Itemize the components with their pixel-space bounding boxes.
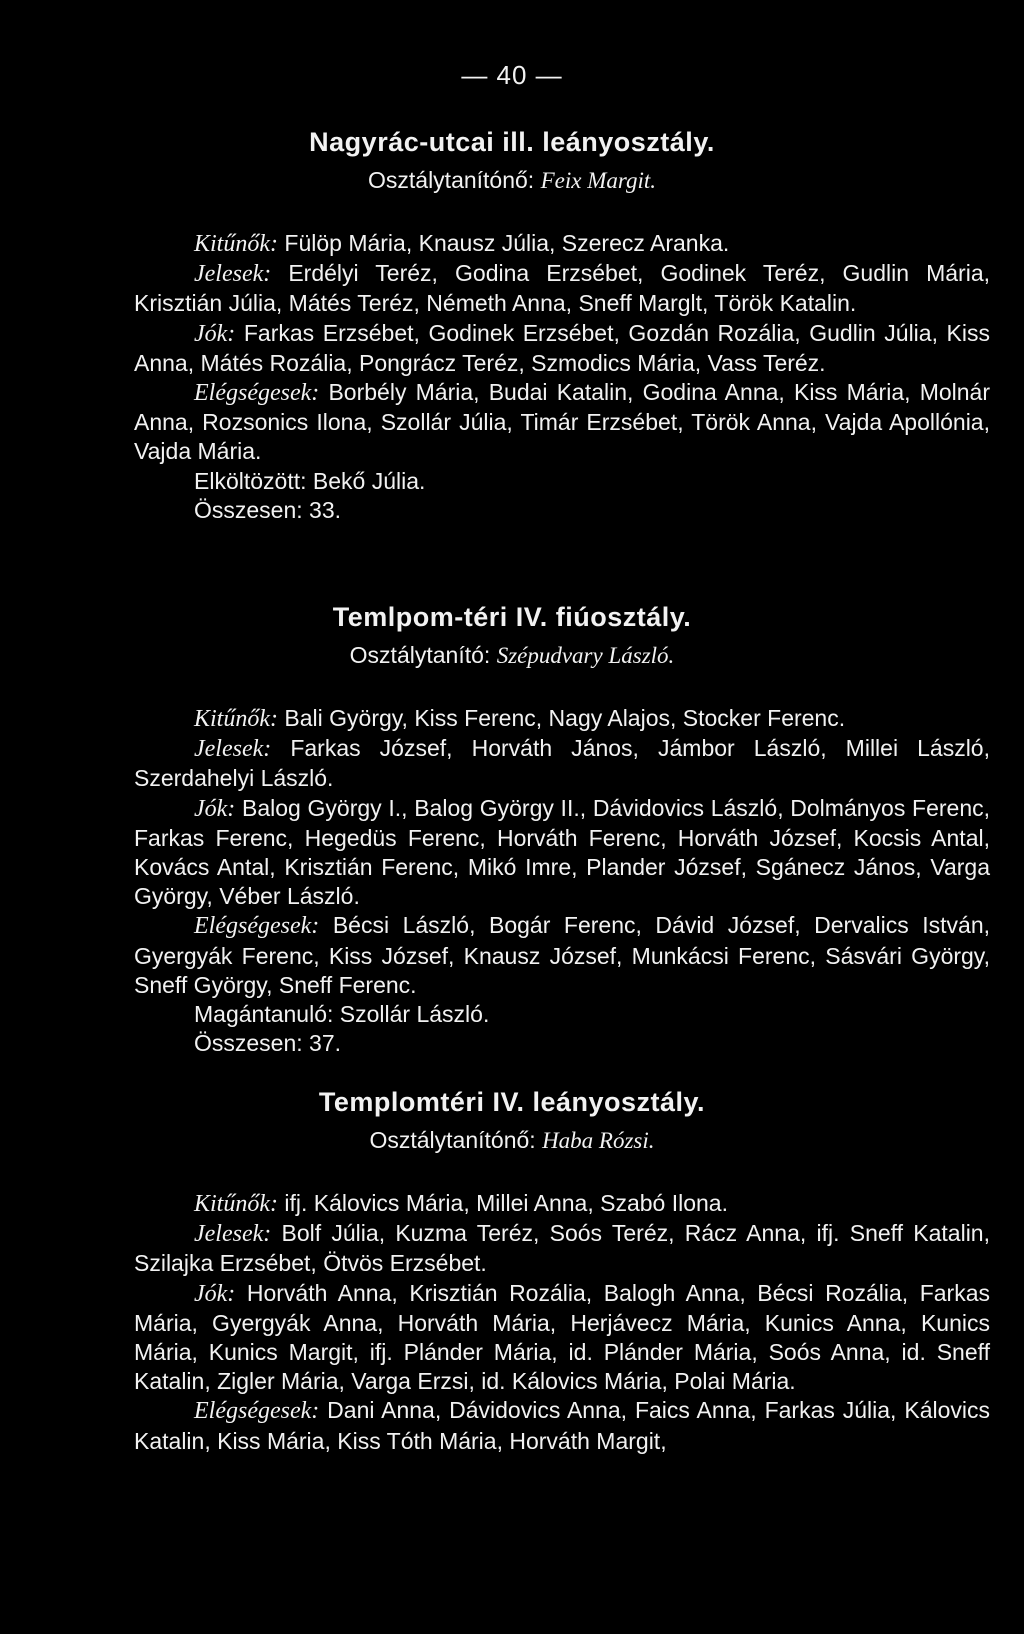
teacher-label: Osztálytanító: [349, 642, 491, 668]
paragraph-sufficient: Elégségesek: Bécsi László, Bogár Ferenc, Dávid József, Dervalics István, Gyergyák Ferenc, Kiss József, Knausz József, Munkácsi Ferenc, Sásvári György, Sneff György, Sneff Ferenc. [134, 912, 991, 998]
paragraph-very-good: Jelesek: Erdélyi Teréz, Godina Erzsébet, Godinek Teréz, Gudlin Mária, Krisztián Júlia, Mátés Teréz, Németh Anna, Sneff Marglt, Török Katalin. [134, 260, 990, 317]
teacher-label: Osztálytanítónő: [369, 1127, 536, 1153]
class-section-1 [0, 122, 1024, 525]
moved-away-line: Elköltözött: Bekő Júlia. [194, 467, 426, 494]
paragraph-good: Jók: Farkas Erzsébet, Godinek Erzsébet, Gozdán Rozália, Gudlin Júlia, Kiss Anna, Mátés Rozália, Pongrácz Teréz, Szmodics Mária, Vass Teréz. [134, 319, 990, 376]
paragraph-very-good: Jelesek: Bolf Júlia, Kuzma Teréz, Soós Teréz, Rácz Anna, ifj. Sneff Katalin, Szilajka Erzsébet, Ötvös Erzsébet. [134, 1220, 990, 1277]
total-line: Összesen: 37. [194, 1030, 342, 1057]
teacher-name: Szépudvary László. [496, 643, 675, 668]
paragraph-sufficient: Elégségesek: Borbély Mária, Budai Katalin, Godina Anna, Kiss Mária, Molnár Anna, Rozsonics Ilona, Szollár Júlia, Timár Erzsébet, Török Anna, Vajda Apollónia, Vajda Mária. [134, 379, 990, 465]
paragraph-good: Jók: Horváth Anna, Krisztián Rozália, Balogh Anna, Bécsi Rozália, Farkas Mária, Gyergyák Anna, Horváth Mária, Herjávecz Mária, Kunics Anna, Kunics Mária, Kunics Margit, ifj. Plánder Mária, id. Plánder Mária, Soós Anna, id. Sneff Katalin, Zigler Mária, Varga Erzsi, id. Kálovics Mária, Polai Mária. [134, 1279, 991, 1395]
total-line: Összesen: 33. [194, 496, 342, 523]
section-body [134, 229, 990, 525]
paragraph-excellent: Kitűnők: Bali György, Kiss Ferenc, Nagy Alajos, Stocker Ferenc. [194, 705, 846, 732]
private-student-line: Magántanuló: Szollár László. [194, 1001, 490, 1028]
paragraph-excellent: Kitűnők: ifj. Kálovics Mária, Millei Anna, Szabó Ilona. [194, 1190, 728, 1217]
teacher-line [0, 1122, 1024, 1159]
section-title: Nagyrác-utcai ill. leányosztály. [309, 127, 715, 157]
teacher-name: Haba Rózsi. [542, 1128, 655, 1153]
paragraph-good: Jók: Balog György I., Balog György II., Dávidovics László, Dolmányos Ferenc, Farkas Ferenc, Hegedüs Ferenc, Horváth Ferenc, Horváth József, Kocsis Antal, Kovács Antal, Krisztián Ferenc, Mikó Imre, Plander József, Sgánecz János, Varga György, Véber László. [134, 794, 990, 910]
paragraph-excellent: Kitűnők: Fülöp Mária, Knausz Júlia, Szerecz Aranka. [194, 230, 730, 257]
paragraph-sufficient: Elégségesek: Dani Anna, Dávidovics Anna, Faics Anna, Farkas Júlia, Kálovics Katalin, Kiss Mária, Kiss Tóth Mária, Horváth Margit, [134, 1397, 990, 1454]
class-section-2 [0, 597, 1024, 1058]
teacher-line [0, 637, 1024, 674]
teacher-label: Osztálytanítónő: [368, 167, 535, 193]
paragraph-very-good: Jelesek: Farkas József, Horváth János, Jámbor László, Millei László, Szerdahelyi László. [134, 735, 990, 792]
section-body [134, 704, 990, 1058]
section-body [134, 1189, 990, 1456]
teacher-name: Feix Margit. [540, 168, 656, 193]
section-title: Templomtéri IV. leányosztály. [318, 1087, 706, 1117]
page-number: — 40 — [461, 60, 563, 90]
class-section-3 [0, 1082, 1024, 1456]
section-title: Temlpom-téri IV. fiúosztály. [332, 602, 692, 632]
teacher-line [0, 162, 1024, 199]
